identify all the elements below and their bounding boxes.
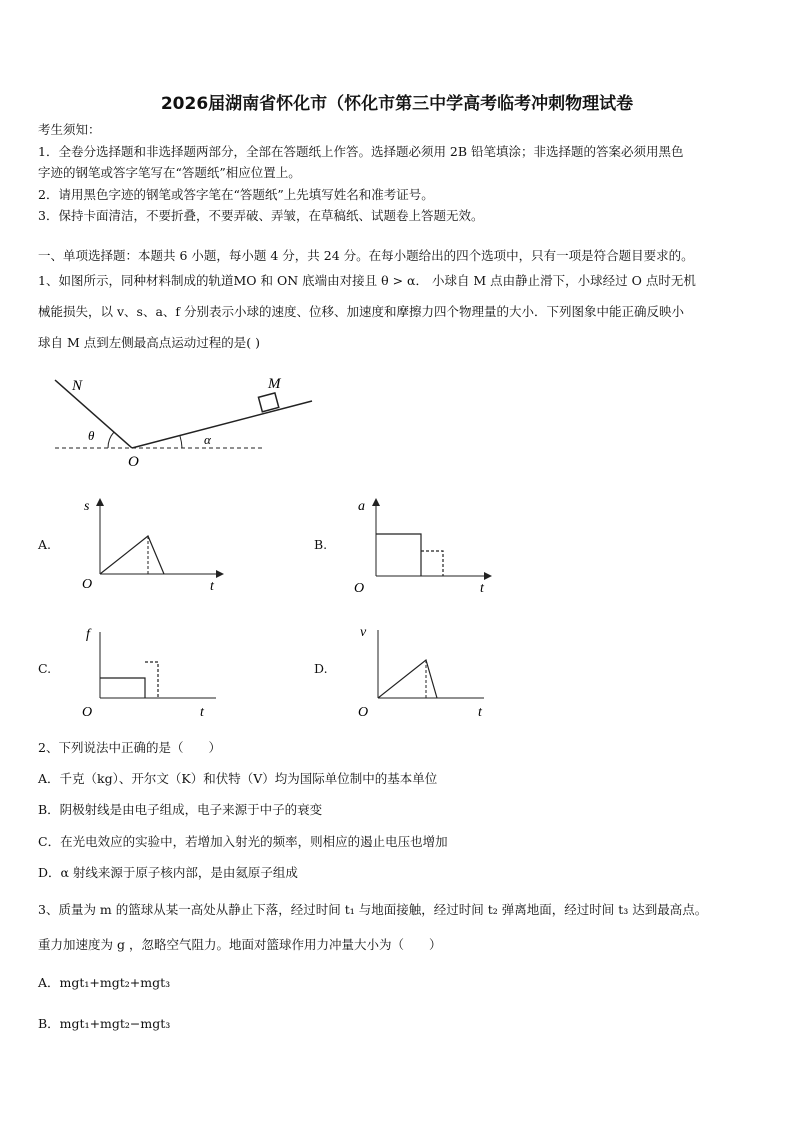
graph-a-x-label: t xyxy=(210,579,214,594)
q1-line-3: 球自 M 点到左侧最高点运动过程的是( ) xyxy=(38,335,260,350)
notice-line-1: 1．全卷分选择题和非选择题两部分，全部在答题纸上作答。选择题必须用 2B 铅笔填涂；非选择题的答案必须用黑色 xyxy=(38,144,684,159)
page-title: 2026届湖南省怀化市（怀化市第三中学高考临考冲刺物理试卷 xyxy=(160,94,634,114)
q1-option-d-label: D. xyxy=(314,661,328,676)
graph-a xyxy=(78,496,228,596)
graph-d-x-label: t xyxy=(478,705,482,720)
q2-option-d: D．α 射线来源于原子核内部，是由氦原子组成 xyxy=(38,865,298,880)
label-N: N xyxy=(72,378,83,394)
q1-option-b-label: B. xyxy=(314,537,328,552)
q2-option-a: A．千克（kg）、开尔文（K）和伏特（V）均为国际单位制中的基本单位 xyxy=(38,771,438,786)
graph-c xyxy=(78,624,228,724)
q1-option-c-label: C. xyxy=(38,661,52,676)
graph-d-y-label: v xyxy=(360,625,367,640)
graph-b-x-label: t xyxy=(480,581,484,596)
graph-b xyxy=(350,496,500,596)
label-alpha: α xyxy=(204,432,211,447)
graph-b-origin: O xyxy=(354,581,365,596)
q1-line-1: 1、如图所示，同种材料制成的轨道MO 和 ON 底端由对接且 θ > α． 小球自 M 点由静止滑下，小球经过 O 点时无机 xyxy=(38,273,696,288)
label-M: M xyxy=(268,376,281,392)
graph-a-y-label: s xyxy=(84,499,90,514)
graph-d-origin: O xyxy=(358,705,369,720)
q3-option-b: B．mgt₁+mgt₂−mgt₃ xyxy=(38,1016,171,1031)
q1-option-a-label: A. xyxy=(38,537,52,552)
graph-c-origin: O xyxy=(82,705,93,720)
q2-option-c: C．在光电效应的实验中，若增加入射光的频率，则相应的遏止电压也增加 xyxy=(38,834,448,849)
notice-line-4: 3．保持卡面清洁，不要折叠，不要弄破、弄皱，在草稿纸、试题卷上答题无效。 xyxy=(38,208,484,223)
q3-line-2: 重力加速度为 g ，忽略空气阻力。地面对篮球作用力冲量大小为（ ） xyxy=(38,937,442,952)
track-figure xyxy=(40,368,330,468)
graph-d xyxy=(350,622,500,722)
q2-option-b: B．阴极射线是由电子组成，电子来源于中子的衰变 xyxy=(38,802,323,817)
notice-line-3: 2．请用黑色字迹的钢笔或答字笔在“答题纸”上先填写姓名和准考证号。 xyxy=(38,187,434,202)
q3-option-a: A．mgt₁+mgt₂+mgt₃ xyxy=(38,975,171,990)
label-theta: θ xyxy=(88,428,95,443)
q2-stem: 2、下列说法中正确的是（ ） xyxy=(38,740,221,755)
q3-line-1: 3、质量为 m 的篮球从某一高处从静止下落，经过时间 t₁ 与地面接触，经过时间 t₂ 弹离地面，经过时间 t₃ 达到最高点。 xyxy=(38,902,708,917)
graph-b-y-label: a xyxy=(358,499,365,514)
label-O: O xyxy=(128,454,139,468)
notice-line-2: 字迹的钢笔或答字笔写在“答题纸”相应位置上。 xyxy=(38,165,301,180)
section-heading: 一、单项选择题：本题共 6 小题，每小题 4 分，共 24 分。在每小题给出的四个选项中，只有一项是符合题目要求的。 xyxy=(38,248,694,263)
graph-c-x-label: t xyxy=(200,705,204,720)
notice-heading: 考生须知： xyxy=(38,122,101,137)
q1-line-2: 械能损失，以 v、s、a、f 分别表示小球的速度、位移、加速度和摩擦力四个物理量的大小．下列图象中能正确反映小 xyxy=(38,304,685,319)
graph-a-origin: O xyxy=(82,577,93,592)
graph-c-y-label: f xyxy=(86,627,90,642)
